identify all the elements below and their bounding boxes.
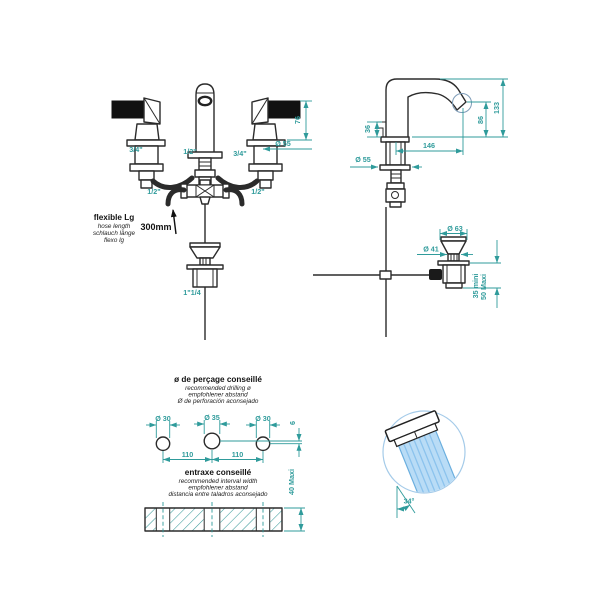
dim-hole-left [146, 414, 180, 438]
spout-size-label: 1/2" [183, 147, 197, 156]
front-popup-drain [187, 204, 223, 340]
dim-spacing [163, 450, 263, 463]
dim-thickness-40 [284, 469, 305, 531]
drain-thread-label: 1"1/4 [183, 288, 201, 297]
dim-36-label: 36 [363, 125, 372, 133]
hole-right-label: Ø 30 [255, 414, 271, 423]
drilling-sub-en: recommended drilling ø [185, 385, 251, 392]
interval-en: recommended interval width [178, 478, 258, 485]
dim-76-label: 76 [293, 116, 302, 124]
deck-min-label: 35 mini [471, 273, 480, 299]
right-lever [268, 101, 300, 118]
left-inlet-size-label: 1/2" [147, 187, 161, 196]
drilling-holes [156, 433, 269, 450]
front-left-handle [112, 98, 165, 188]
drilling-sub-es: Ø de perforación aconsejado [177, 398, 259, 405]
flexible-hose-note [93, 210, 176, 244]
flexible-value: 300mm [140, 222, 172, 232]
dim-d41-label: Ø 41 [423, 244, 439, 254]
drilling-sub-de: empfohlener abstand [188, 391, 248, 399]
deck-max-label: 50 Maxi [479, 274, 488, 300]
hole-right [256, 437, 269, 450]
flexible-es: flexo lg [104, 237, 124, 244]
side-view [313, 79, 508, 337]
flexible-arrow [173, 210, 176, 234]
drilling-title-block [174, 375, 262, 405]
dim-hole-center [194, 413, 230, 434]
side-popup-linkage [313, 207, 429, 337]
interval-title-block [168, 468, 268, 498]
front-hoses-and-tee [153, 178, 257, 204]
drilling-title: ø de perçage conseillé [174, 375, 262, 384]
spacing-right-label: 110 [231, 450, 244, 459]
spray-angle-label: 34° [403, 496, 415, 506]
hole-left-label: Ø 30 [155, 414, 171, 423]
aerator-face [199, 97, 211, 105]
counter-section-bar [145, 502, 282, 537]
dim-d55-front-label: Ø 55 [275, 139, 291, 148]
interval-es: distancia entre taladros aconsejado [168, 491, 268, 498]
rod-ball-joint [429, 269, 442, 280]
left-handle-size-label: 3/4" [129, 145, 143, 154]
hole-left [156, 437, 169, 450]
dim-hole-right [246, 414, 280, 438]
drilling-plan [145, 375, 305, 537]
spacing-left-label: 110 [181, 450, 194, 459]
front-spout [188, 84, 222, 184]
dim-146-label: 146 [423, 141, 435, 150]
thickness-label: 40 Maxi [287, 469, 296, 495]
flexible-en: hose length [97, 223, 131, 230]
dim-d55-side-label: Ø 55 [355, 155, 371, 164]
hole-center-label: Ø 35 [204, 413, 220, 422]
front-view [93, 84, 312, 340]
dim-body-36 [363, 122, 382, 137]
interval-title: entraxe conseillé [184, 468, 252, 477]
dim-deck-thickness [463, 240, 501, 308]
hole-center [204, 433, 220, 449]
dim-133-label: 133 [492, 102, 501, 114]
right-handle-size-label: 3/4" [233, 149, 247, 158]
interval-de: empfohlener abstand [188, 484, 248, 492]
spray-detail [383, 410, 465, 518]
offset-label: 6 [288, 421, 297, 425]
left-lever [112, 101, 144, 118]
flexible-de: schlauch länge [92, 230, 136, 237]
dim-86-label: 86 [476, 116, 485, 124]
dim-d63-label: Ø 63 [447, 224, 463, 233]
front-right-handle [247, 98, 300, 188]
right-inlet-size-label: 1/2" [251, 187, 265, 196]
flexible-title: flexible Lg [93, 213, 135, 222]
